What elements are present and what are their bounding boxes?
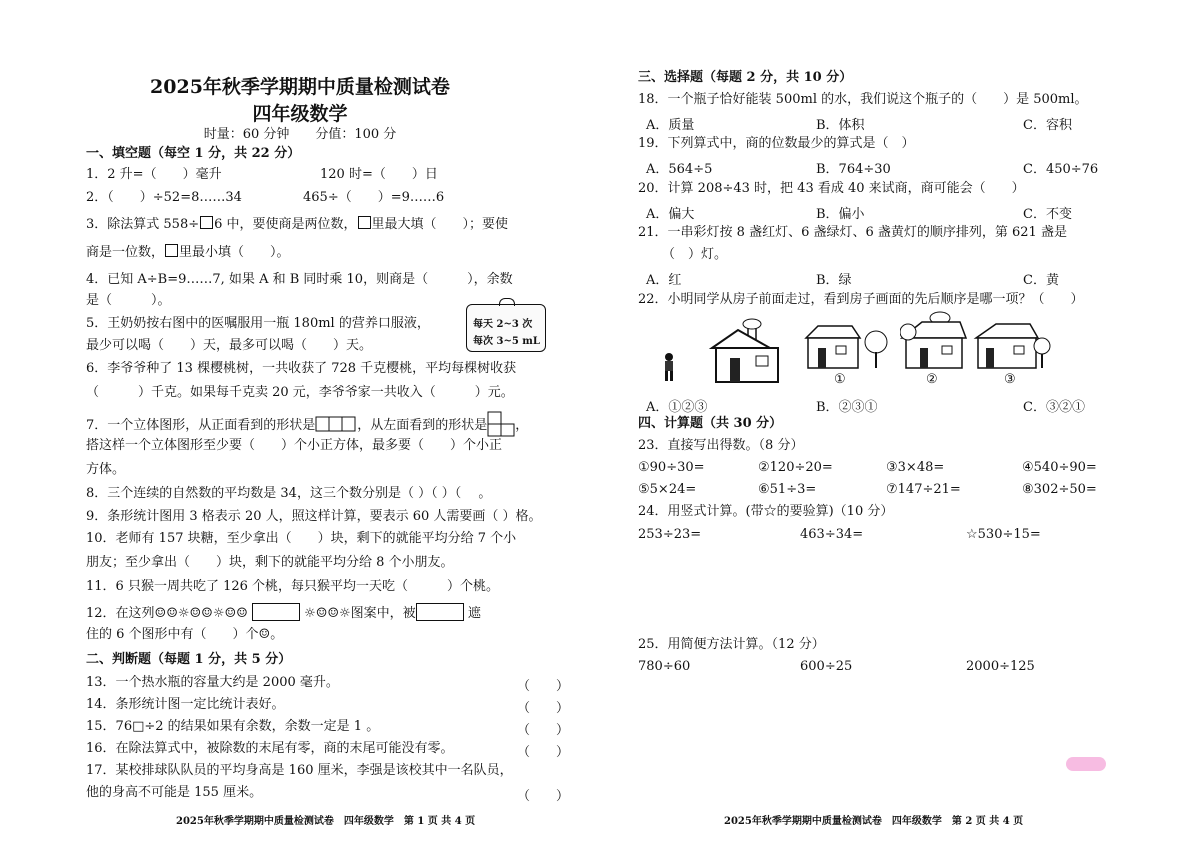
q3-text-post: 里最大填（ ）；要使	[371, 217, 509, 232]
q13: 13．一个热水瓶的容量大约是 2000 毫升。	[86, 675, 339, 690]
q11: 11．6 只猴一周共吃了 126 个桃，每只猴平均一天吃（ ）个桃。	[86, 579, 500, 594]
prescription-clip-icon	[499, 298, 515, 306]
q23: 23．直接写出得数。（8 分）	[638, 438, 804, 453]
q4-line-2: 是（ ）。	[86, 293, 171, 308]
left-view-icon	[487, 411, 515, 437]
calc-8: ⑧302÷50=	[1022, 482, 1097, 497]
q6-line-2: （ ）千克。如果每千克卖 20 元，李爷爷家一共收入（ ）元。	[86, 385, 514, 400]
q18-option-a: A．质量	[646, 118, 695, 133]
q22-label-3: ③	[1004, 372, 1016, 387]
exam-meta: 时量：60 分钟 分值：100 分	[203, 127, 397, 142]
q12-line-2: 住的 6 个图形中有（ ）个☺。	[86, 627, 284, 642]
q1-part-a: 1．2 升=（ ）毫升	[86, 167, 222, 182]
q7-line-3: 方体。	[86, 462, 126, 477]
q18: 18．一个瓶子恰好能装 500ml 的水，我们说这个瓶子的（ ）是 500ml。	[638, 92, 1088, 107]
q14: 14．条形统计图一定比统计表好。	[86, 697, 285, 712]
q17-answer-paren: （ ）	[517, 789, 570, 804]
q18-option-c: C．容积	[1023, 118, 1072, 133]
q22-label-1: ①	[834, 372, 846, 387]
q19: 19．下列算式中，商的位数最少的算式是（ ）	[638, 136, 915, 151]
section-fill-blank: 一、填空题（每空 1 分，共 22 分）	[86, 146, 301, 161]
q25: 25．用简便方法计算。（12 分）	[638, 637, 825, 652]
front-view-icon	[315, 416, 357, 432]
q7-text-pre: 7．一个立体图形，从正面看到的形状是	[86, 418, 316, 433]
q20: 20．计算 208÷43 时，把 43 看成 40 来试商，商可能会（ ）	[638, 181, 1025, 196]
q15: 15．76□÷2 的结果如果有余数，余数一定是 1 。	[86, 719, 380, 734]
q20-option-b: B．偏小	[816, 207, 865, 222]
q22: 22．小明同学从房子前面走过，看到房子画面的先后顺序是哪一项？（ ）	[638, 292, 1084, 307]
section-calculation: 四、计算题（共 30 分）	[638, 416, 783, 431]
q22-option-b: B．②③①	[816, 400, 878, 415]
blank-box-icon	[358, 216, 371, 229]
simplify-calc-1: 780÷60	[638, 659, 691, 674]
q22-label-2: ②	[926, 372, 938, 387]
q19-option-c: C．450÷76	[1023, 162, 1099, 177]
q17-line-1: 17．某校排球队队员的平均身高是 160 厘米，李强是该校其中一名队员，	[86, 763, 513, 778]
blank-box-icon	[165, 244, 178, 257]
vertical-calc-1: 253÷23=	[638, 527, 702, 542]
q21-line-2: （ ）灯。	[662, 247, 728, 262]
q16: 16．在除法算式中，被除数的末尾有零，商的末尾可能没有零。	[86, 741, 454, 756]
calc-6: ⑥51÷3=	[758, 482, 817, 497]
calc-7: ⑦147÷21=	[886, 482, 961, 497]
blank-box-icon	[200, 216, 213, 229]
q18-option-b: B．体积	[816, 118, 865, 133]
q19-option-b: B．764÷30	[816, 162, 891, 177]
page-right	[600, 0, 1200, 849]
calc-4: ④540÷90=	[1022, 460, 1097, 475]
calc-3: ③3×48=	[886, 460, 945, 475]
vertical-calc-2: 463÷34=	[800, 527, 864, 542]
q3-line-1	[86, 216, 508, 233]
q12-text-post: 遮	[467, 606, 481, 621]
q22-option-c: C．③②①	[1023, 400, 1085, 415]
simplify-calc-3: 2000÷125	[966, 659, 1035, 674]
vertical-calc-3: ☆530÷15=	[966, 527, 1041, 542]
q12-line-1	[86, 603, 481, 622]
q6-line-1: 6．李爷爷种了 13 棵樱桃树，一共收获了 728 千克樱桃，平均每棵树收获	[86, 361, 517, 376]
q10-line-2: 朋友；至少拿出（ ）块，剩下的就能平均分给 8 个小朋友。	[86, 555, 454, 570]
child-figure-icon	[662, 352, 676, 382]
calc-1: ①90÷30=	[638, 460, 705, 475]
house-view-1-icon	[804, 322, 890, 370]
q8: 8．三个连续的自然数的平均数是 34，这三个数分别是（ ）（ ）（ 。	[86, 486, 492, 501]
q21-option-c: C．黄	[1023, 273, 1059, 288]
q12-text-pre: 12．在这列☺☺☼☺☺☼☺☺	[86, 606, 248, 621]
q7-text-mid: ，从左面看到的形状是	[357, 418, 488, 433]
q22-option-a: A．①②③	[646, 400, 708, 415]
cover-box	[416, 603, 464, 621]
footer-right: 2025年秋季学期期中质量检测试卷 四年级数学 第 2 页 共 4 页	[724, 816, 1024, 827]
house-view-3-icon	[972, 318, 1052, 370]
highlighter-smudge	[1066, 757, 1106, 771]
prescription-line-1: 每天 2~3 次	[473, 319, 533, 330]
q21-option-b: B．绿	[816, 273, 852, 288]
q10-line-1: 10．老师有 157 块糖，至少拿出（ ）块，剩下的就能平均分给 7 个小	[86, 531, 517, 546]
q3-line-2	[86, 244, 290, 261]
section-judgment: 二、判断题（每题 1 分，共 5 分）	[86, 652, 292, 667]
house-main-icon	[708, 318, 786, 384]
q7-line-2: 搭这样一个立体图形至少要（ ）个小正方体，最多要（ ）个小正	[86, 438, 503, 453]
q1-part-b: 120 时=（ ）日	[320, 167, 438, 182]
q21-option-a: A．红	[646, 273, 682, 288]
q4-line-1: 4．已知 A÷B=9……7, 如果 A 和 B 同时乘 10，则商是（ ），余数	[86, 272, 513, 287]
exam-title: 2025年秋季学期期中质量检测试卷	[150, 76, 450, 98]
simplify-calc-2: 600÷25	[800, 659, 853, 674]
q20-option-c: C．不变	[1023, 207, 1072, 222]
q9: 9．条形统计图用 3 格表示 20 人，照这样计算，要表示 60 人需要画（ ）格。	[86, 509, 542, 524]
prescription-note	[466, 304, 546, 352]
q21-line-1: 21．一串彩灯按 8 盏红灯、6 盏绿灯、6 盏黄灯的顺序排列，第 621 盏是	[638, 225, 1067, 240]
q3b-text-post: 里最小填（ ）。	[179, 245, 290, 260]
q3b-text-pre: 商是一位数，	[86, 245, 165, 260]
q2-part-b: 465÷（ ）=9……6	[303, 190, 445, 205]
q14-answer-paren: （ ）	[517, 701, 570, 716]
section-choice: 三、选择题（每题 2 分，共 10 分）	[638, 70, 853, 85]
q5-line-1: 5．王奶奶按右图中的医嘱服用一瓶 180ml 的营养口服液，	[86, 316, 430, 331]
q16-answer-paren: （ ）	[517, 745, 570, 760]
prescription-line-2: 每次 3~5 mL	[473, 336, 540, 347]
house-view-2-icon	[900, 310, 968, 370]
q24: 24．用竖式计算。(带☆的要验算)（10 分）	[638, 504, 894, 519]
q20-option-a: A．偏大	[646, 207, 695, 222]
q17-line-2: 他的身高不可能是 155 厘米。	[86, 785, 263, 800]
calc-5: ⑤5×24=	[638, 482, 697, 497]
covered-pattern-box	[252, 603, 300, 621]
q15-answer-paren: （ ）	[517, 723, 570, 738]
q19-option-a: A．564÷5	[646, 162, 713, 177]
calc-2: ②120÷20=	[758, 460, 833, 475]
q12-text-mid: ☼☺☺☼图案中，被	[304, 606, 416, 621]
q3-text-mid: 6 中，要使商是两位数，	[214, 217, 357, 232]
q5-line-2: 最少可以喝（ ）天，最多可以喝（ ）天。	[86, 338, 373, 353]
q7-line-1: 7．一个立体图形，从正面看到的形状是 ，从左面看到的形状是 ，	[86, 411, 528, 437]
q13-answer-paren: （ ）	[517, 679, 570, 694]
q2-part-a: 2．（ ）÷52=8……34	[86, 190, 242, 205]
q3-text-pre: 3．除法算式 558÷	[86, 217, 200, 232]
exam-subtitle: 四年级数学	[252, 103, 348, 125]
footer-left: 2025年秋季学期期中质量检测试卷 四年级数学 第 1 页 共 4 页	[176, 816, 476, 827]
